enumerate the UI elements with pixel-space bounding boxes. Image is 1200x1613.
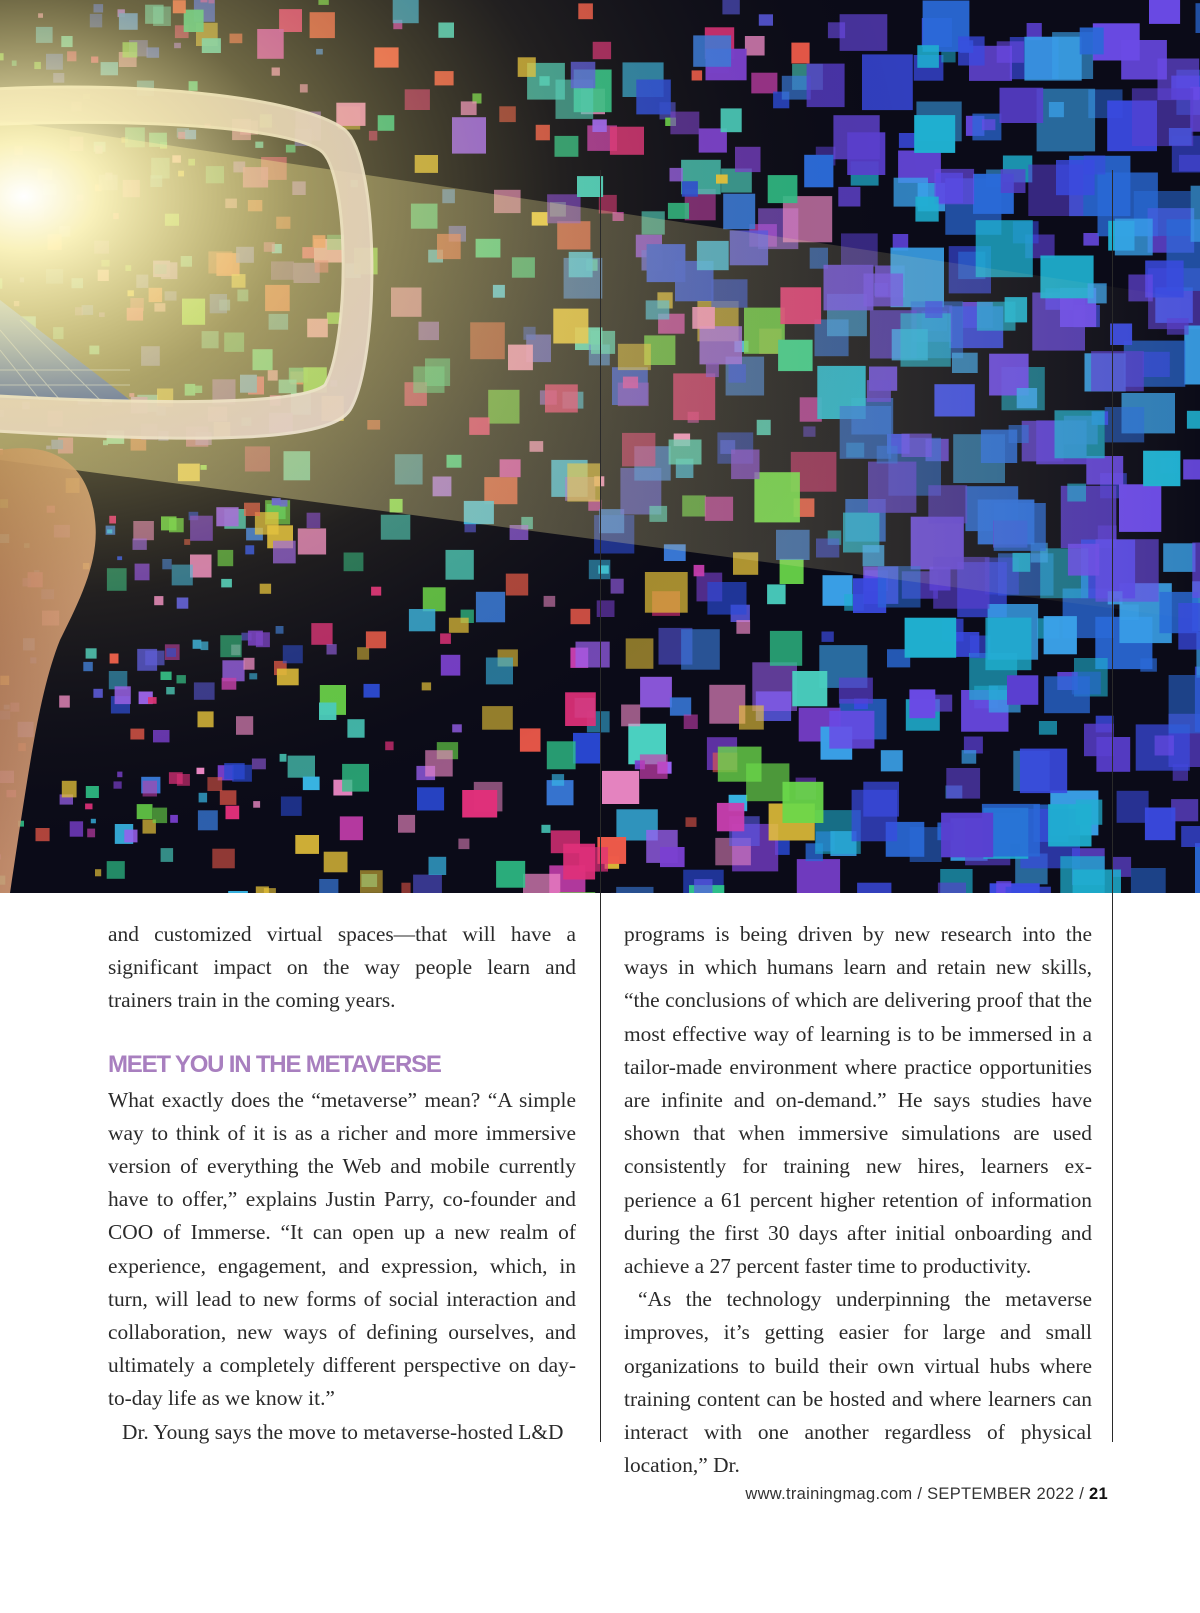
body-paragraph: “As the technology underpinning the metaverse improves, it’s getting easier for large and small organizations to build their own virtual hubs where training content can be hosted and where learners can interact with one another regardless of physical location,” Dr.: [624, 1287, 1092, 1478]
body-paragraph: and customized virtual spaces—that will have a significant impact on the way people learn and trainers train in the coming years.: [108, 922, 576, 1013]
left-text-column: [108, 918, 576, 1449]
right-text-column: [624, 918, 1092, 1482]
body-paragraph: What exactly does the “metaverse” mean? “A simple way to think of it is as a richer and more immersive version of everything the Web and mobile currently have to offer,” explains Justin Parry, co-founder and COO of Immerse. “It can open up a new realm of experience, engagement, and expression, which, in turn, will lead to new forms of social interaction and collaboration, new ways of defining ourselves, and ultimately a completely different perspective on day-to-day life as we know it.”: [108, 1087, 576, 1411]
column-divider: [600, 170, 601, 1442]
page-edge-rule: [1112, 170, 1113, 1442]
body-paragraph: Dr. Young says the move to metaverse-hosted L&D: [122, 1419, 564, 1444]
page-number: 21: [1089, 1485, 1108, 1503]
page-footer: [745, 1485, 1108, 1504]
body-paragraph: programs is being driven by new research into the ways in which humans learn and retain new skills, “the conclusions of which are delivering proof that the most effective way of learning is to be immersed in a tailor-made environment where practice opportunities are infinite and on-demand.” He says studies have shown that when immersive simulations are used consistently for training new hires, learners experience a 61 percent higher retention of information during the first 30 days after initial onboarding and achieve a 27 percent faster time to productivity.: [624, 922, 1092, 1279]
section-heading: MEET YOU IN THE METAVERSE: [108, 1050, 441, 1078]
footer-site-date: www.trainingmag.com / SEPTEMBER 2022 /: [745, 1485, 1090, 1503]
